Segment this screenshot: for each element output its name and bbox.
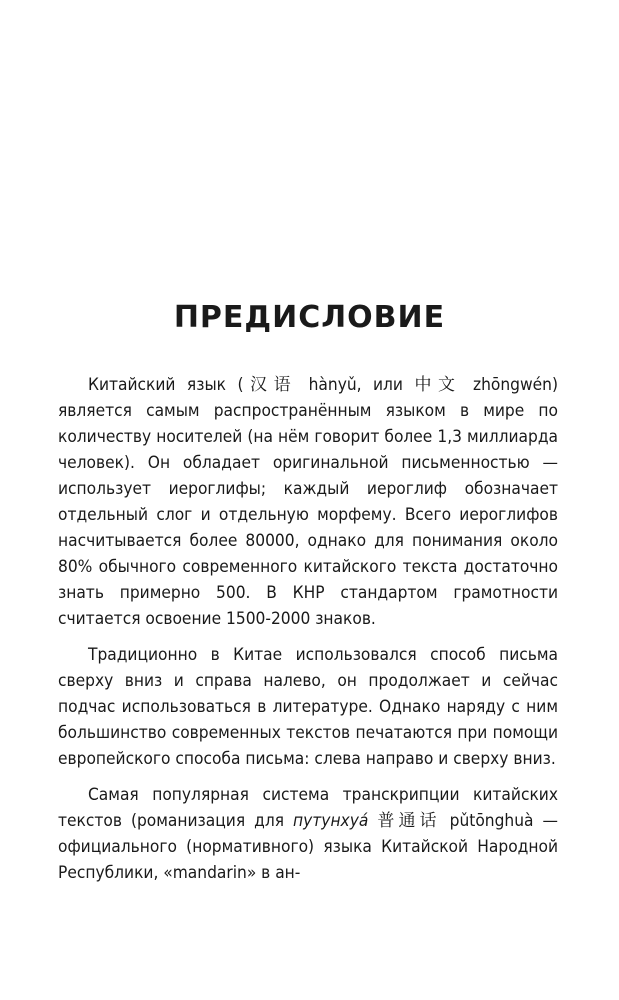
- paragraph-3: [58, 782, 558, 886]
- hanyu-characters: 汉语: [243, 375, 298, 395]
- paragraph-1-text-b: hànyǔ, или: [297, 375, 415, 395]
- paragraph-3-space: [368, 811, 377, 831]
- putunkhua-italic: путунхуа́: [293, 811, 369, 831]
- page-title: ПРЕДИСЛОВИЕ: [173, 300, 446, 335]
- zhongwen-characters: 中文: [414, 375, 462, 395]
- paragraph-1: [58, 372, 558, 632]
- paragraph-3-text-b: pǔtōnghuà — официального (нормативного) языка Китайской Народной Республики, «mandarin» в ан-: [58, 811, 558, 883]
- putonghua-characters: 普通话: [377, 811, 441, 831]
- paragraph-2: Традиционно в Китае использовался способ письма сверху вниз и справа налево, он продолжает и сейчас подчас использоваться в литературе. Однако наряду с ним большинство современных текстов печатаются при помощи европейского способа письма: слева направо и сверху вниз.: [58, 645, 558, 769]
- body-text: [58, 372, 558, 896]
- paragraph-3-text-a: Самая популярная система транскрипции китайских текстов (романизация для: [58, 785, 558, 831]
- paragraph-1-text-c: zhōngwén) является самым распространённым языком в мире по количеству носителей (на нём говорит более 1,3 миллиарда человек). Он обладает оригинальной письменностью — использует иероглифы; каждый иероглиф обозначает отдельный слог и отдельную морфему. Всего иероглифов насчитывается более 80000, однако для понимания около 80% обычного современного китайского текста достаточно знать примерно 500. В КНР стандартом грамотности считается освоение 1500-2000 знаков.: [58, 375, 558, 629]
- paragraph-1-text-a: Китайский язык (: [88, 375, 244, 395]
